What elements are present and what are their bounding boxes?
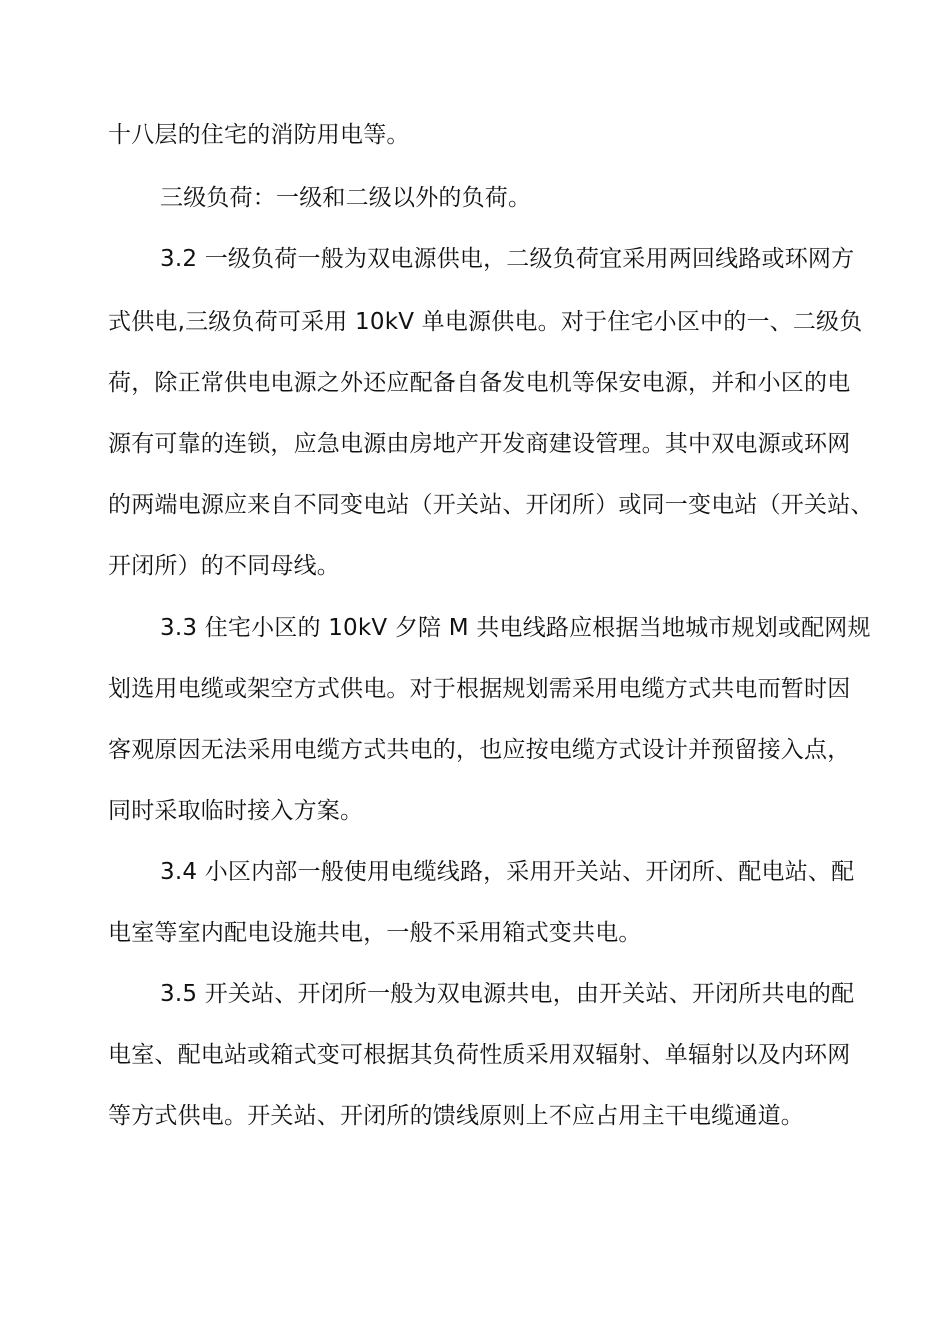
text-line: 荷，除正常供电电源之外还应配备自备发电机等保安电源，并和小区的电 [108, 370, 851, 396]
text-line: 3.3 住宅小区的 10kV 夕陪 M 共电线路应根据当地城市规划或配网规 [160, 615, 871, 641]
text-line: 源有可靠的连锁，应急电源由房地产开发商建设管理。其中双电源或环网 [108, 431, 851, 457]
text-line: 3.2 一级负荷一般为双电源供电，二级负荷宜采用两回线路或环网方 [160, 246, 855, 272]
text-line: 电室等室内配电设施共电，一般不采用箱式变共电。 [108, 920, 642, 946]
text-line: 同时采取临时接入方案。 [108, 798, 364, 824]
text-line: 式供电,三级负荷可采用 10kV 单电源供电。对于住宅小区中的一、二级负 [108, 309, 863, 335]
text-line: 划选用电缆或架空方式供电。对于根据规划需采用电缆方式共电而暂时因 [108, 676, 851, 702]
text-line: 等方式供电。开关站、开闭所的馈线原则上不应占用主干电缆通道。 [108, 1103, 804, 1129]
text-line: 的两端电源应来自不同变电站（开关站、开闭所）或同一变电站（开关站、 [108, 492, 874, 518]
text-line: 开闭所）的不同母线。 [108, 553, 340, 579]
text-line: 3.4 小区内部一般使用电缆线路，采用开关站、开闭所、配电站、配 [160, 859, 855, 885]
text-line: 十八层的住宅的消防用电等。 [108, 122, 410, 148]
text-line: 3.5 开关站、开闭所一般为双电源共电，由开关站、开闭所共电的配 [160, 981, 855, 1007]
text-line: 三级负荷：一级和二级以外的负荷。 [160, 185, 532, 211]
text-line: 电室、配电站或箱式变可根据其负荷性质采用双辐射、单辐射以及内环网 [108, 1042, 851, 1068]
text-line: 客观原因无法采用电缆方式共电的，也应按电缆方式设计并预留接入点， [108, 737, 851, 763]
